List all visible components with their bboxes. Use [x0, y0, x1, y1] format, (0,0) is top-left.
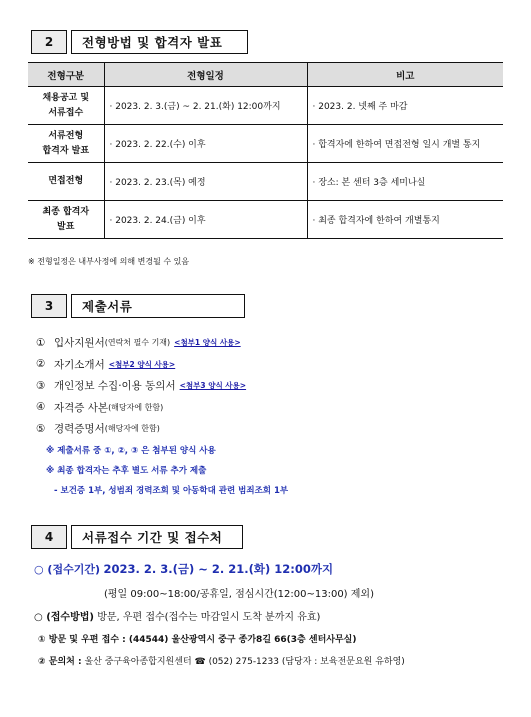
document-item-number: ② — [36, 358, 46, 371]
document-item-number: ③ — [36, 379, 46, 392]
stage-cell: 채용공고 및 서류접수 — [28, 87, 104, 125]
document-item — [36, 354, 246, 376]
receipt-period-value: 2023. 2. 3.(금) ~ 2. 21.(화) 12:00까지 — [103, 562, 334, 576]
document-item-text: 경력증명서 — [54, 423, 105, 436]
section-2-number: 2 — [31, 30, 67, 54]
receipt-method-label: ○ (접수방법) — [34, 612, 94, 623]
stage-cell: 최종 합격자 발표 — [28, 201, 104, 239]
document-note-additional: ※ 최종 합격자는 추후 별도 서류 추가 제출 — [46, 466, 207, 476]
document-item — [36, 397, 246, 419]
document-item-form-ref: <첨부3 양식 사용> — [179, 381, 247, 391]
document-note-forms: ※ 제출서류 중 ①, ②, ③ 은 첨부된 양식 사용 — [46, 446, 216, 456]
schedule-row — [28, 125, 503, 163]
schedule-cell: · 2023. 2. 22.(수) 이후 — [104, 125, 307, 163]
document-item-form-ref: <첨부2 양식 사용> — [108, 359, 176, 369]
schedule-row — [28, 201, 503, 239]
schedule-row — [28, 163, 503, 201]
document-item-text: 개인정보 수집·이용 동의서 — [54, 380, 176, 393]
stage-cell: 서류전형 합격자 발표 — [28, 125, 104, 163]
document-item — [36, 418, 246, 440]
document-item-number: ④ — [36, 401, 46, 414]
schedule-cell: · 2023. 2. 23.(목) 예정 — [104, 163, 307, 201]
receipt-inquiry-label: ② 문의처 : — [38, 657, 82, 667]
receipt-method-value: 방문, 우편 접수(접수는 마감일시 도착 분까지 유효) — [97, 612, 321, 623]
section-4-title: 서류접수 기간 및 접수처 — [71, 525, 243, 549]
document-item-text: 입사지원서 — [54, 337, 105, 350]
document-item-text: 자기소개서 — [54, 358, 105, 371]
schedule-header-row — [28, 63, 503, 87]
document-item — [36, 332, 246, 354]
document-item-number: ① — [36, 336, 46, 349]
section-2-title: 전형방법 및 합격자 발표 — [71, 30, 248, 54]
col-header-stage: 전형구분 — [28, 63, 104, 87]
schedule-row — [28, 87, 503, 125]
section-4-header — [31, 525, 243, 549]
schedule-note: ※ 전형일정은 내부사정에 의해 변경될 수 있음 — [28, 257, 190, 266]
section-2-header — [31, 30, 248, 54]
remark-cell: · 2023. 2. 넷째 주 마감 — [307, 87, 503, 125]
section-3-number: 3 — [31, 294, 67, 318]
document-item-number: ⑤ — [36, 422, 46, 435]
schedule-cell: · 2023. 2. 3.(금) ~ 2. 21.(화) 12:00까지 — [104, 87, 307, 125]
remark-cell: · 장소: 본 센터 3층 세미나실 — [307, 163, 503, 201]
document-list — [36, 332, 246, 440]
col-header-schedule: 전형일정 — [104, 63, 307, 87]
document-item-note: (연락처 필수 기재) — [104, 338, 171, 348]
document-item — [36, 375, 246, 397]
section-4-number: 4 — [31, 525, 67, 549]
schedule-table — [28, 62, 503, 239]
receipt-period — [34, 561, 333, 577]
document-note-health: - 보건증 1부, 성범죄 경력조회 및 아동학대 관련 범죄조회 1부 — [54, 486, 289, 496]
receipt-method — [34, 608, 320, 623]
document-item-text: 자격증 사본 — [54, 401, 109, 414]
document-item-form-ref: <첨부1 양식 사용> — [174, 338, 241, 348]
col-header-remark: 비고 — [307, 63, 503, 87]
remark-cell: · 합격자에 한하여 면접전형 일시 개별 통지 — [307, 125, 503, 163]
receipt-inquiry-value: 울산 중구육아종합지원센터 ☎ (052) 275-1233 (담당자 : 보육전문요원 유하영) — [84, 657, 405, 667]
section-3-title: 제출서류 — [71, 294, 245, 318]
schedule-cell: · 2023. 2. 24.(금) 이후 — [104, 201, 307, 239]
receipt-period-label: ○ (접수기간) — [34, 563, 100, 576]
document-item-note: (해당자에 한함) — [104, 424, 160, 434]
section-3-header — [31, 294, 245, 318]
receipt-hours: (평일 09:00~18:00/공휴일, 점심시간(12:00~13:00) 제외) — [104, 589, 374, 600]
receipt-inquiry — [38, 654, 405, 667]
remark-cell: · 최종 합격자에 한하여 개별통지 — [307, 201, 503, 239]
receipt-visit-address: ① 방문 및 우편 접수 : (44544) 울산광역시 중구 종가8길 66(3층 센터사무실) — [38, 635, 357, 645]
document-item-note: (해당자에 한함) — [108, 402, 164, 412]
stage-cell: 면접전형 — [28, 163, 104, 201]
